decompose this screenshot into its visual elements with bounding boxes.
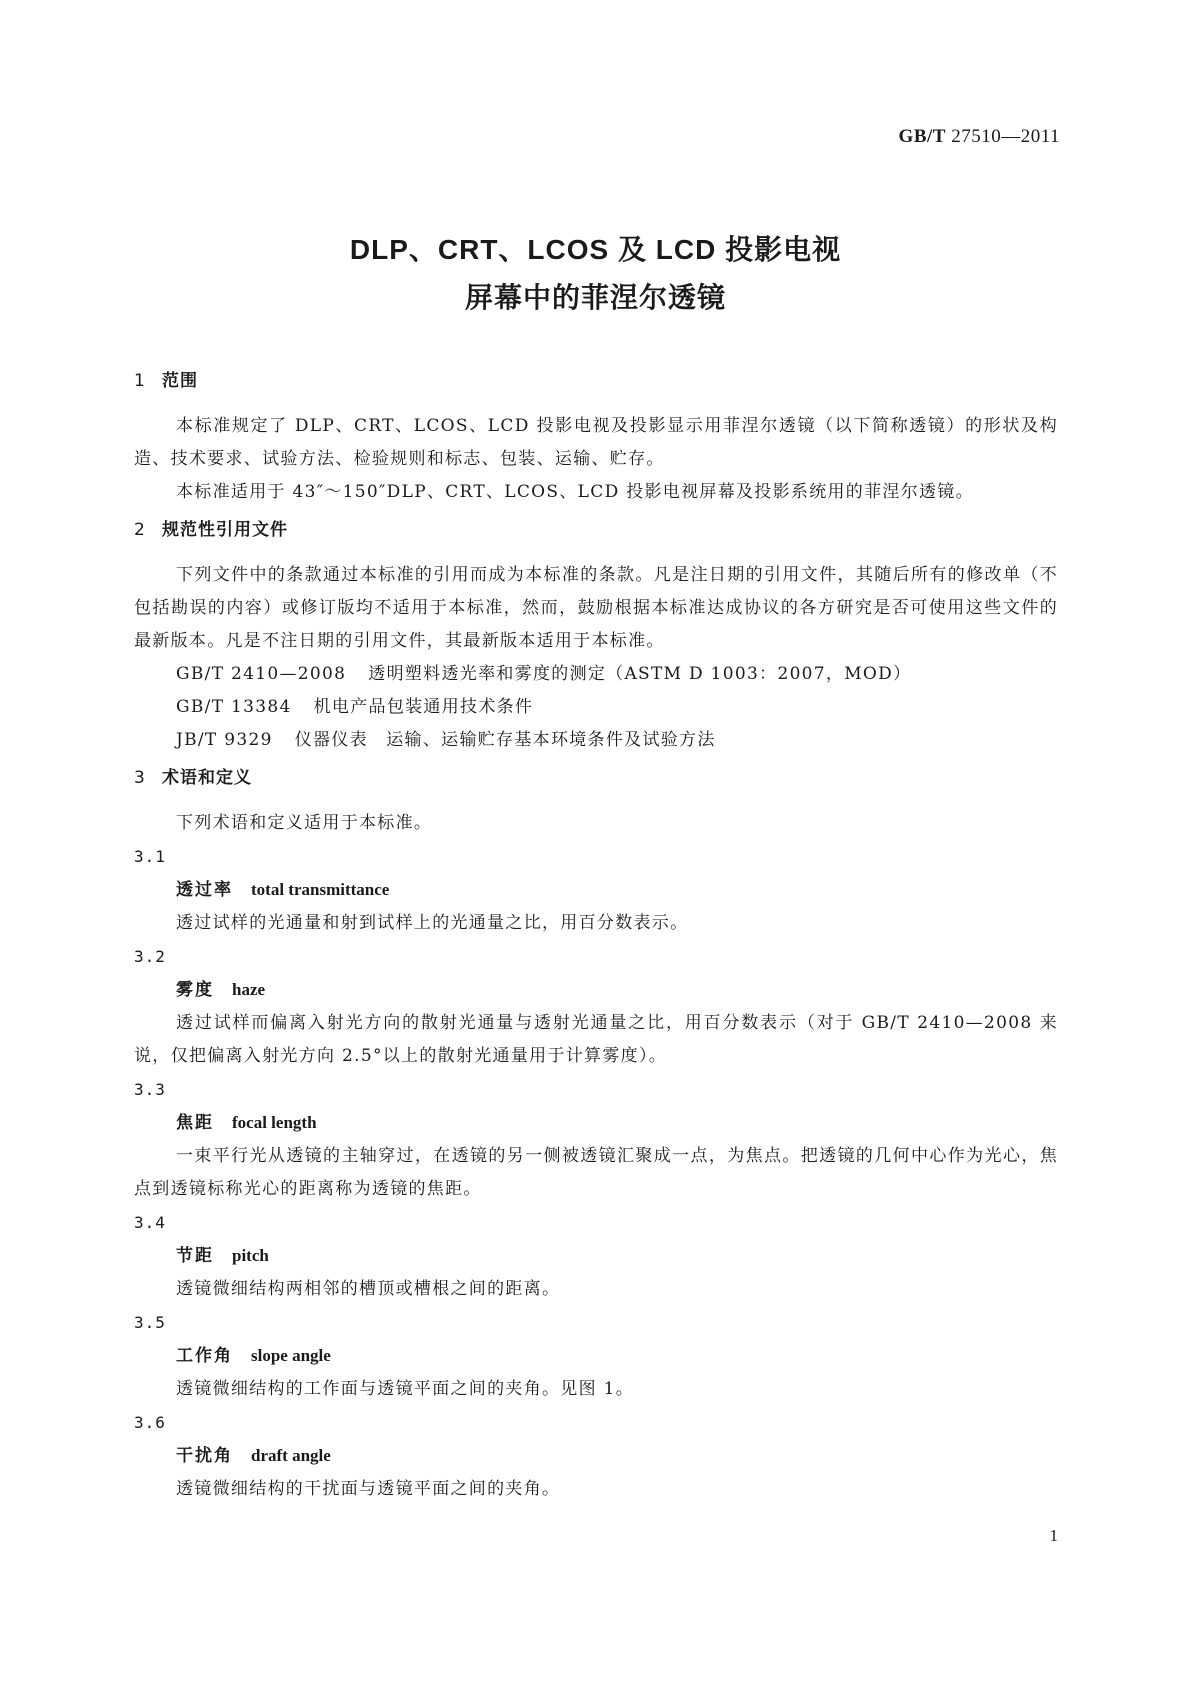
standard-prefix: GB/T xyxy=(898,126,946,147)
section-3-heading xyxy=(134,767,1058,789)
term-heading xyxy=(134,1106,1058,1140)
term-heading xyxy=(134,1339,1058,1373)
term-chinese: 焦距 xyxy=(176,1113,214,1133)
term-chinese: 透过率 xyxy=(176,880,233,900)
reference-title: 机电产品包装通用技术条件 xyxy=(313,697,534,717)
reference-item xyxy=(134,691,1058,724)
term-heading xyxy=(134,1239,1058,1273)
term-chinese: 节距 xyxy=(176,1246,214,1266)
reference-title: 仪器仪表 运输、运输贮存基本环境条件及试验方法 xyxy=(294,730,716,750)
terms-intro: 下列术语和定义适用于本标准。 xyxy=(176,813,433,833)
section-1-heading xyxy=(134,370,1058,392)
term-definition: 一束平行光从透镜的主轴穿过，在透镜的另一侧被透镜汇聚成一点，为焦点。把透镜的几何中心作为光心，焦点到透镜标称光心的距离称为透镜的焦距。 xyxy=(134,1146,1058,1199)
document-body xyxy=(134,370,1058,1506)
term-heading xyxy=(134,973,1058,1007)
term-definition: 透过试样而偏离入射光方向的散射光通量与透射光通量之比，用百分数表示（对于 GB/T 2410—2008 来说，仅把偏离入射光方向 2.5°以上的散射光通量用于计算雾度）。 xyxy=(134,1013,1058,1066)
term-chinese: 工作角 xyxy=(176,1346,233,1366)
section-title: 术语和定义 xyxy=(162,768,252,788)
document-title-line-1: DLP、CRT、LCOS 及 LCD 投影电视 xyxy=(349,234,842,265)
normative-references-paragraph: 下列文件中的条款通过本标准的引用而成为本标准的条款。凡是注日期的引用文件，其随后所有的修改单（不包括勘误的内容）或修订版均不适用于本标准，然而，鼓励根据本标准达成协议的各方研究是否可使用这些文件的最新版本。凡是不注日期的引用文件，其最新版本适用于本标准。 xyxy=(134,565,1058,651)
term-chinese: 干扰角 xyxy=(176,1446,233,1466)
section-2-heading xyxy=(134,519,1058,541)
term-english: pitch xyxy=(232,1246,269,1265)
clause-number: 3.4 xyxy=(134,1213,166,1232)
reference-item xyxy=(134,724,1058,757)
term-english: draft angle xyxy=(251,1446,331,1465)
clause-number: 3.3 xyxy=(134,1080,166,1099)
term-english: focal length xyxy=(232,1113,317,1132)
reference-code: GB/T 13384 xyxy=(176,697,292,717)
section-number: 2 xyxy=(134,520,146,540)
term-definition: 透过试样的光通量和射到试样上的光通量之比，用百分数表示。 xyxy=(176,913,689,933)
clause-number: 3.1 xyxy=(134,847,166,866)
standard-code xyxy=(899,126,1060,148)
clause-number: 3.6 xyxy=(134,1413,166,1432)
term-english: slope angle xyxy=(251,1346,331,1365)
term-chinese: 雾度 xyxy=(176,980,214,1000)
section-title: 范围 xyxy=(162,371,198,391)
term-definition: 透镜微细结构的干扰面与透镜平面之间的夹角。 xyxy=(176,1479,561,1499)
term-heading xyxy=(134,1439,1058,1473)
reference-item xyxy=(134,658,1058,691)
term-english: total transmittance xyxy=(251,880,390,899)
scope-paragraph-1: 本标准规定了 DLP、CRT、LCOS、LCD 投影电视及投影显示用菲涅尔透镜（以下简称透镜）的形状及构造、技术要求、试验方法、检验规则和标志、包装、运输、贮存。 xyxy=(134,416,1058,469)
scope-paragraph-2: 本标准适用于 43″～150″DLP、CRT、LCOS、LCD 投影电视屏幕及投影系统用的菲涅尔透镜。 xyxy=(176,482,974,502)
reference-code: JB/T 9329 xyxy=(176,730,273,750)
section-title: 规范性引用文件 xyxy=(162,520,288,540)
reference-title: 透明塑料透光率和雾度的测定（ASTM D 1003：2007，MOD） xyxy=(368,664,912,684)
standard-number: 27510—2011 xyxy=(951,126,1060,147)
clause-number: 3.2 xyxy=(134,947,166,966)
section-number: 3 xyxy=(134,768,146,788)
clause-number: 3.5 xyxy=(134,1313,166,1332)
term-definition: 透镜微细结构的工作面与透镜平面之间的夹角。见图 1。 xyxy=(176,1379,635,1399)
term-english: haze xyxy=(232,980,266,999)
term-definition: 透镜微细结构两相邻的槽顶或槽根之间的距离。 xyxy=(176,1279,561,1299)
section-number: 1 xyxy=(134,371,146,391)
page-number: 1 xyxy=(1049,1526,1058,1545)
reference-code: GB/T 2410—2008 xyxy=(176,664,347,684)
document-title-line-2: 屏幕中的菲涅尔透镜 xyxy=(464,282,726,313)
term-heading xyxy=(134,873,1058,907)
